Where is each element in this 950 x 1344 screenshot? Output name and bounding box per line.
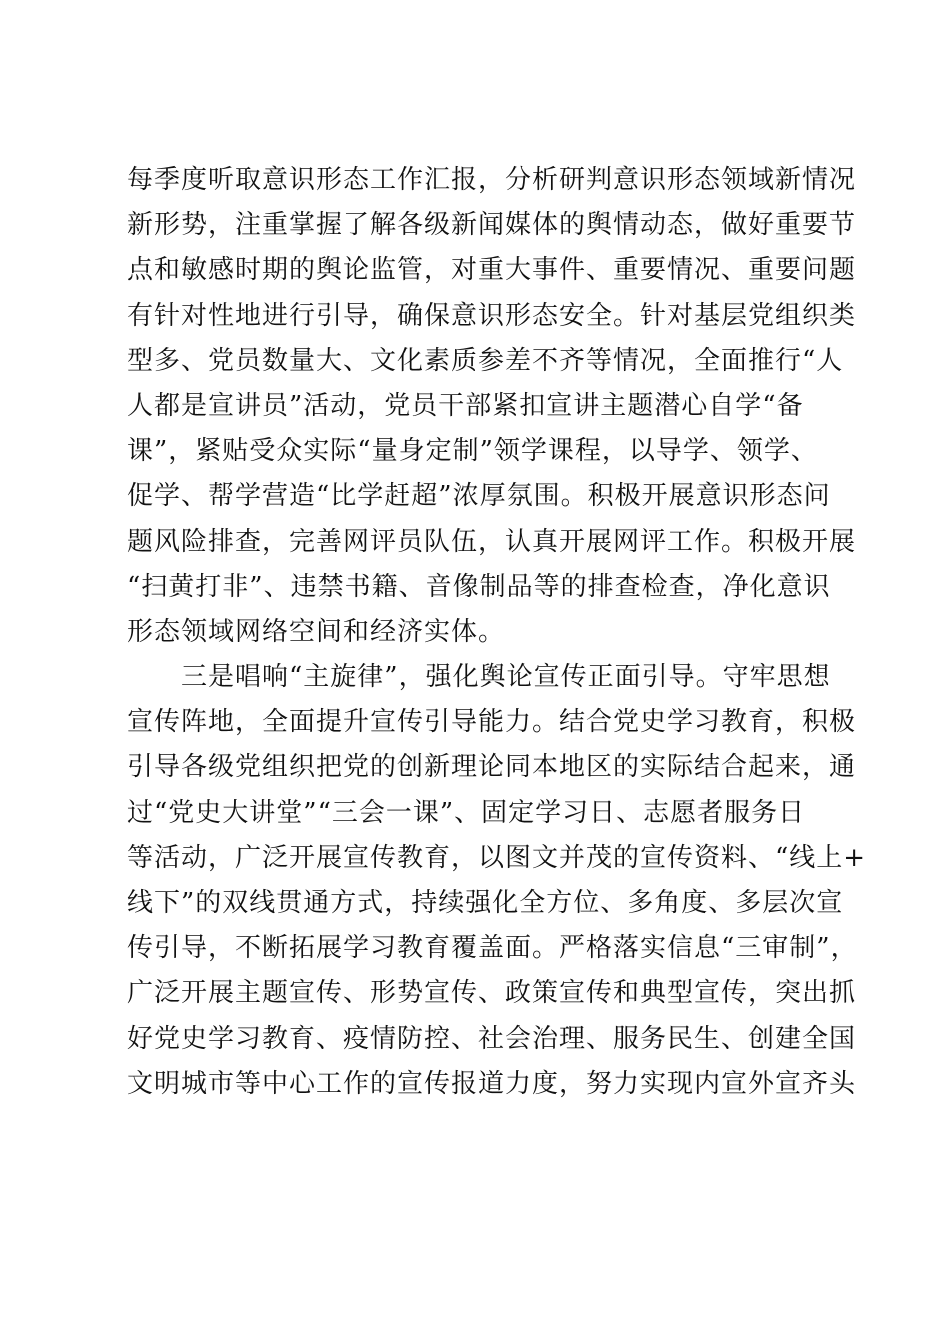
text-line: 人都是宣讲员”活动，党员干部紧扣宣讲主题潜心自学“备 bbox=[127, 390, 804, 421]
text-line: 线下”的双线贯通方式，持续强化全方位、多角度、多层次宣 bbox=[127, 888, 844, 918]
text-line: 好党史学习教育、疫情防控、社会治理、服务民生、创建全国 bbox=[127, 1023, 857, 1054]
text-line: 等活动，广泛开展宣传教育，以图文并茂的宣传资料、“线上+ bbox=[127, 842, 867, 873]
text-line: 三是唱响“主旋律”，强化舆论宣传正面引导。守牢思想 bbox=[127, 662, 831, 693]
text-line: 每季度听取意识形态工作汇报，分析研判意识形态领域新情况 bbox=[127, 165, 857, 195]
text-line: 型多、党员数量大、文化素质参差不齐等情况，全面推行“人 bbox=[127, 345, 844, 376]
text-line: 宣传阵地，全面提升宣传引导能力。结合党史学习教育，积极 bbox=[127, 707, 857, 738]
text-line: 文明城市等中心工作的宣传报道力度，努力实现内宣外宣齐头 bbox=[127, 1068, 857, 1099]
text-line: 有针对性地进行引导，确保意识形态安全。针对基层党组织类 bbox=[127, 300, 857, 331]
body-text bbox=[127, 158, 867, 1107]
text-line: 引导各级党组织把党的创新理论同本地区的实际结合起来，通 bbox=[127, 752, 857, 783]
text-line: 题风险排查，完善网评员队伍，认真开展网评工作。积极开展 bbox=[127, 526, 857, 557]
text-line: “扫黄打非”、违禁书籍、音像制品等的排查检查，净化意识 bbox=[127, 571, 831, 602]
text-line: 过“党史大讲堂”“三会一课”、固定学习日、志愿者服务日 bbox=[127, 797, 806, 828]
text-line: 新形势，注重掌握了解各级新闻媒体的舆情动态，做好重要节 bbox=[127, 210, 857, 241]
text-line: 传引导，不断拓展学习教育覆盖面。严格落实信息“三审制”， bbox=[127, 933, 858, 964]
text-line: 促学、帮学营造“比学赶超”浓厚氛围。积极开展意识形态问 bbox=[127, 481, 831, 512]
text-line: 形态领域网络空间和经济实体。 bbox=[127, 616, 506, 647]
text-line: 点和敏感时期的舆论监管，对重大事件、重要情况、重要问题 bbox=[127, 255, 857, 286]
text-line: 课”，紧贴受众实际“量身定制”领学课程，以导学、领学、 bbox=[127, 436, 818, 467]
text-line: 广泛开展主题宣传、形势宣传、政策宣传和典型宣传，突出抓 bbox=[127, 978, 857, 1009]
